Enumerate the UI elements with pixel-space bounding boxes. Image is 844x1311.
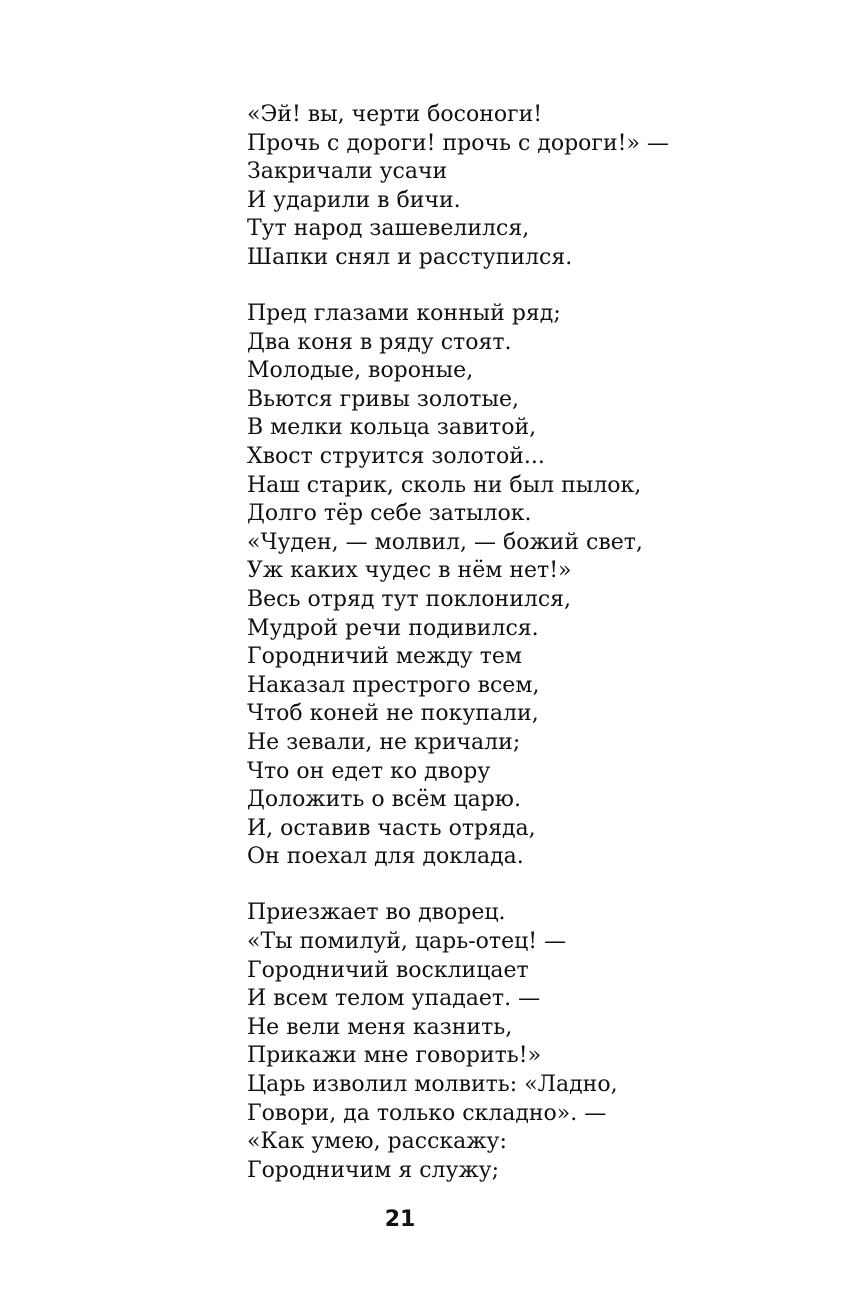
poem-line: «Как умею, расскажу:	[247, 1129, 507, 1155]
poem-line: Уж каких чудес в нём нет!»	[247, 558, 572, 584]
poem-line: Тут народ зашевелился,	[247, 216, 530, 242]
poem-line: Долго тёр себе затылок.	[247, 501, 532, 527]
poem-line: Городничий восклицает	[247, 957, 529, 983]
poem-line: Он поехал для доклада.	[247, 844, 524, 870]
poem-line: Не вели меня казнить,	[247, 1014, 513, 1040]
poem-line: Шапки снял и расступился.	[247, 244, 573, 270]
poem-line: Хвост струится золотой...	[247, 444, 545, 470]
stanza	[247, 300, 807, 872]
poem-line: «Чуден, — молвил, — божий свет,	[247, 529, 643, 555]
poem-line: Наш старик, сколь ни был пылок,	[247, 472, 642, 498]
page-number: 21	[384, 1207, 416, 1232]
poem-line: Молодые, вороные,	[247, 358, 474, 384]
poem-line: Не зевали, не кричали;	[247, 729, 521, 755]
poem-line: Пред глазами конный ряд;	[247, 301, 561, 327]
poem-line: Вьются гривы золотые,	[247, 386, 519, 412]
poem-line: Городничий между тем	[247, 644, 523, 670]
stanza	[247, 899, 807, 1185]
poem-line: Доложить о всём царю.	[247, 787, 521, 813]
poem-line: В мелки кольца завитой,	[247, 415, 537, 441]
poem-line: Весь отряд тут поклонился,	[247, 587, 572, 612]
poem-line: Городничим я служу;	[247, 1157, 500, 1183]
poem-line: Прочь с дороги! прочь с дороги!» —	[247, 130, 669, 156]
stanza	[247, 101, 807, 273]
poem-line: «Ты помилуй, царь-отец! —	[247, 929, 567, 955]
poem-line: И всем телом упадает. —	[247, 986, 541, 1012]
poem-line: Наказал престрого всем,	[247, 672, 540, 698]
poem-line: И ударили в бичи.	[247, 187, 461, 213]
poem-line: Прикажи мне говорить!»	[247, 1043, 542, 1069]
poem-line: Два коня в ряду стоят.	[247, 329, 512, 355]
poem-line: И, оставив часть отряда,	[247, 815, 536, 841]
poem-line: Закричали усачи	[247, 159, 448, 185]
poem-text	[247, 101, 807, 1185]
poem-line: Мудрой речи подивился.	[247, 615, 539, 641]
poem-line: Чтоб коней не покупали,	[247, 701, 539, 727]
poem-line: Царь изволил молвить: «Ладно,	[247, 1072, 618, 1097]
poem-line: Что он едет ко двору	[247, 758, 491, 784]
poem-line: Приезжает во дворец.	[247, 900, 506, 926]
poem-line: «Эй! вы, черти босоноги!	[247, 102, 543, 127]
poem-line: Говори, да только складно». —	[247, 1100, 607, 1126]
